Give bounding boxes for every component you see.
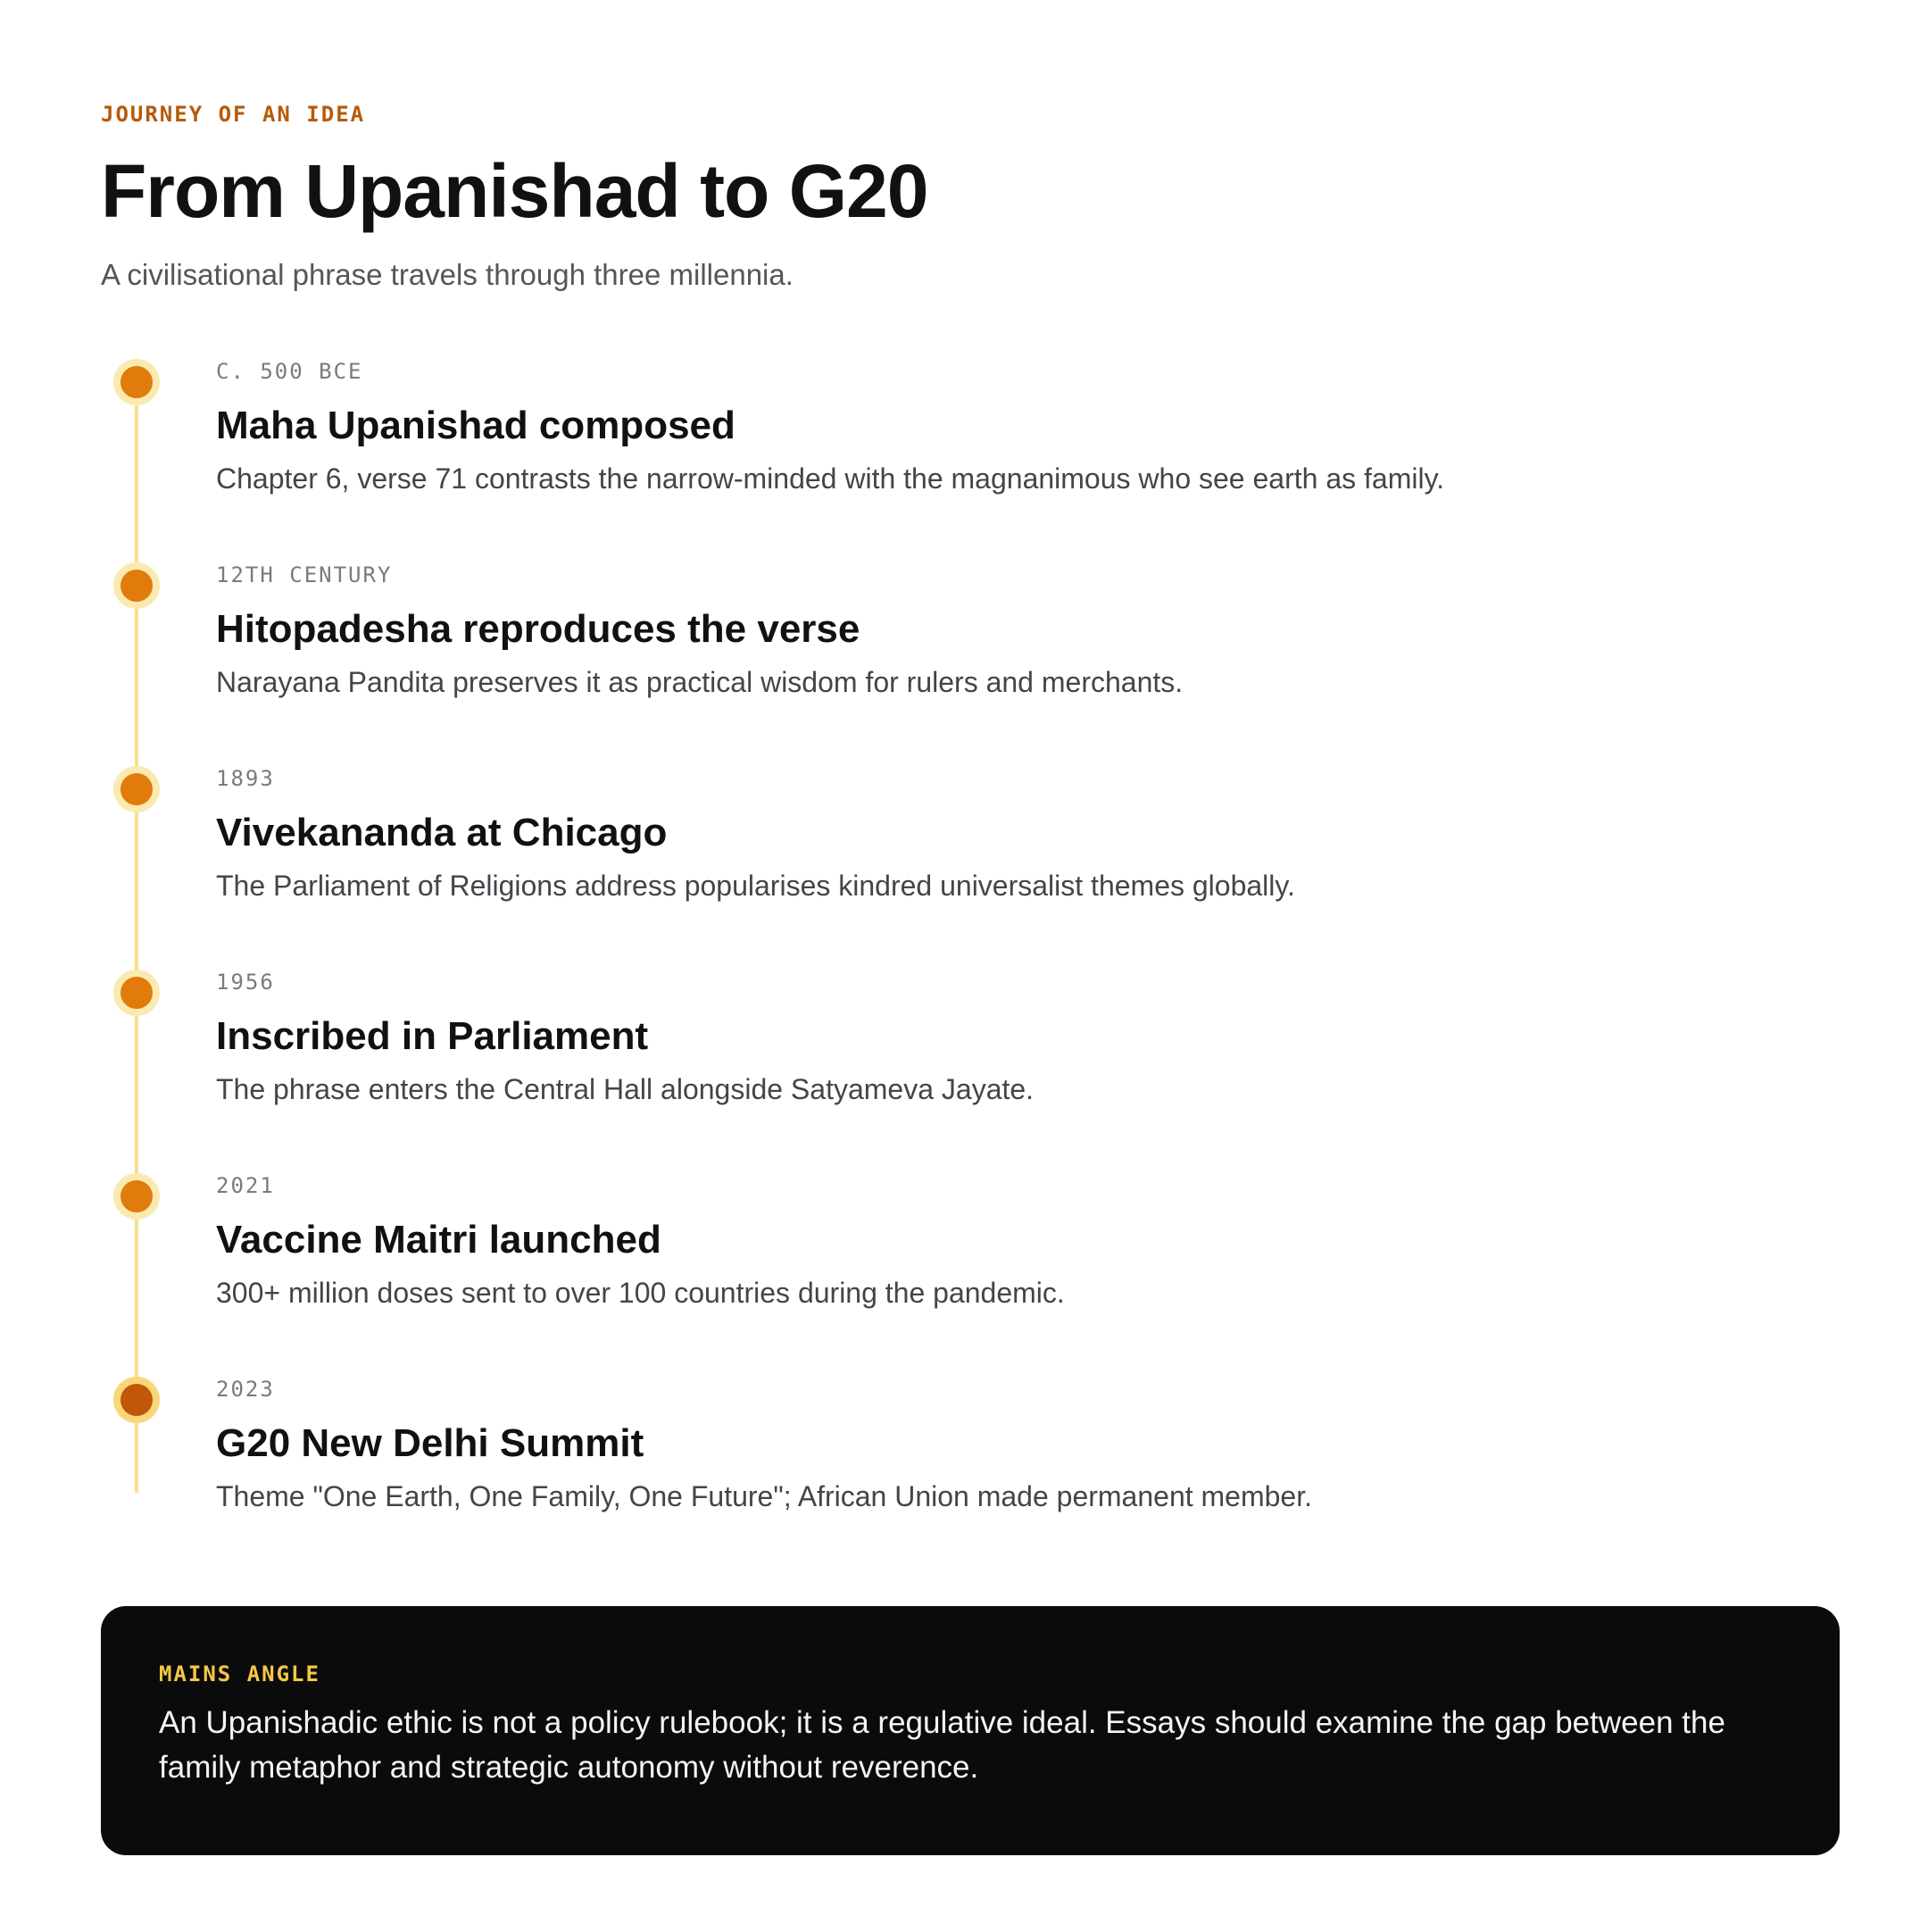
event-body <box>216 1173 1823 1312</box>
event-description: 300+ million doses sent to over 100 countries during the pandemic. <box>216 1277 1065 1309</box>
event-title: Hitopadesha reproduces the verse <box>216 607 860 651</box>
timeline <box>101 359 1840 1580</box>
event-description: Chapter 6, verse 71 contrasts the narrow-minded with the magnanimous who see earth as family. <box>216 462 1445 495</box>
timeline-event <box>101 1173 1840 1377</box>
mains-angle-callout <box>101 1606 1840 1855</box>
event-date: 1893 <box>216 766 275 791</box>
timeline-dot-icon <box>113 359 160 405</box>
event-body <box>216 970 1823 1109</box>
timeline-event <box>101 1377 1840 1580</box>
event-date: 2021 <box>216 1173 275 1198</box>
event-body <box>216 1377 1823 1516</box>
page-subtitle: A civilisational phrase travels through three millennia. <box>101 258 794 291</box>
timeline-dot-icon <box>113 1173 160 1220</box>
event-title: Vivekananda at Chicago <box>216 811 668 854</box>
event-title: Maha Upanishad composed <box>216 404 735 447</box>
event-date: 12TH CENTURY <box>216 562 393 587</box>
event-body <box>216 766 1823 905</box>
timeline-event <box>101 359 1840 562</box>
eyebrow-label: JOURNEY OF AN IDEA <box>101 102 366 127</box>
event-title: Inscribed in Parliament <box>216 1014 649 1058</box>
timeline-event <box>101 562 1840 766</box>
event-date: 2023 <box>216 1377 275 1402</box>
event-title: G20 New Delhi Summit <box>216 1421 644 1465</box>
callout-text: An Upanishadic ethic is not a policy rulebook; it is a regulative ideal. Essays should examine the gap between the family metaphor and strategic autonomy without reverence. <box>159 1705 1725 1785</box>
event-description: The Parliament of Religions address popularises kindred universalist themes globally. <box>216 870 1295 902</box>
event-description: The phrase enters the Central Hall alongside Satyameva Jayate. <box>216 1073 1035 1105</box>
timeline-event <box>101 766 1840 970</box>
event-date: C. 500 BCE <box>216 359 363 384</box>
timeline-event <box>101 970 1840 1173</box>
timeline-dot-icon <box>113 970 160 1016</box>
event-description: Theme "One Earth, One Family, One Future"; African Union made permanent member. <box>216 1480 1312 1512</box>
event-body <box>216 359 1823 498</box>
page-title: From Upanishad to G20 <box>101 149 928 233</box>
event-body <box>216 562 1823 702</box>
timeline-dot-icon <box>113 1377 160 1423</box>
timeline-dot-icon <box>113 562 160 609</box>
event-description: Narayana Pandita preserves it as practical wisdom for rulers and merchants. <box>216 666 1184 698</box>
event-title: Vaccine Maitri launched <box>216 1218 661 1262</box>
timeline-dot-icon <box>113 766 160 812</box>
callout-label: MAINS ANGLE <box>159 1661 320 1686</box>
event-date: 1956 <box>216 970 275 995</box>
timeline-page <box>101 100 1840 1580</box>
